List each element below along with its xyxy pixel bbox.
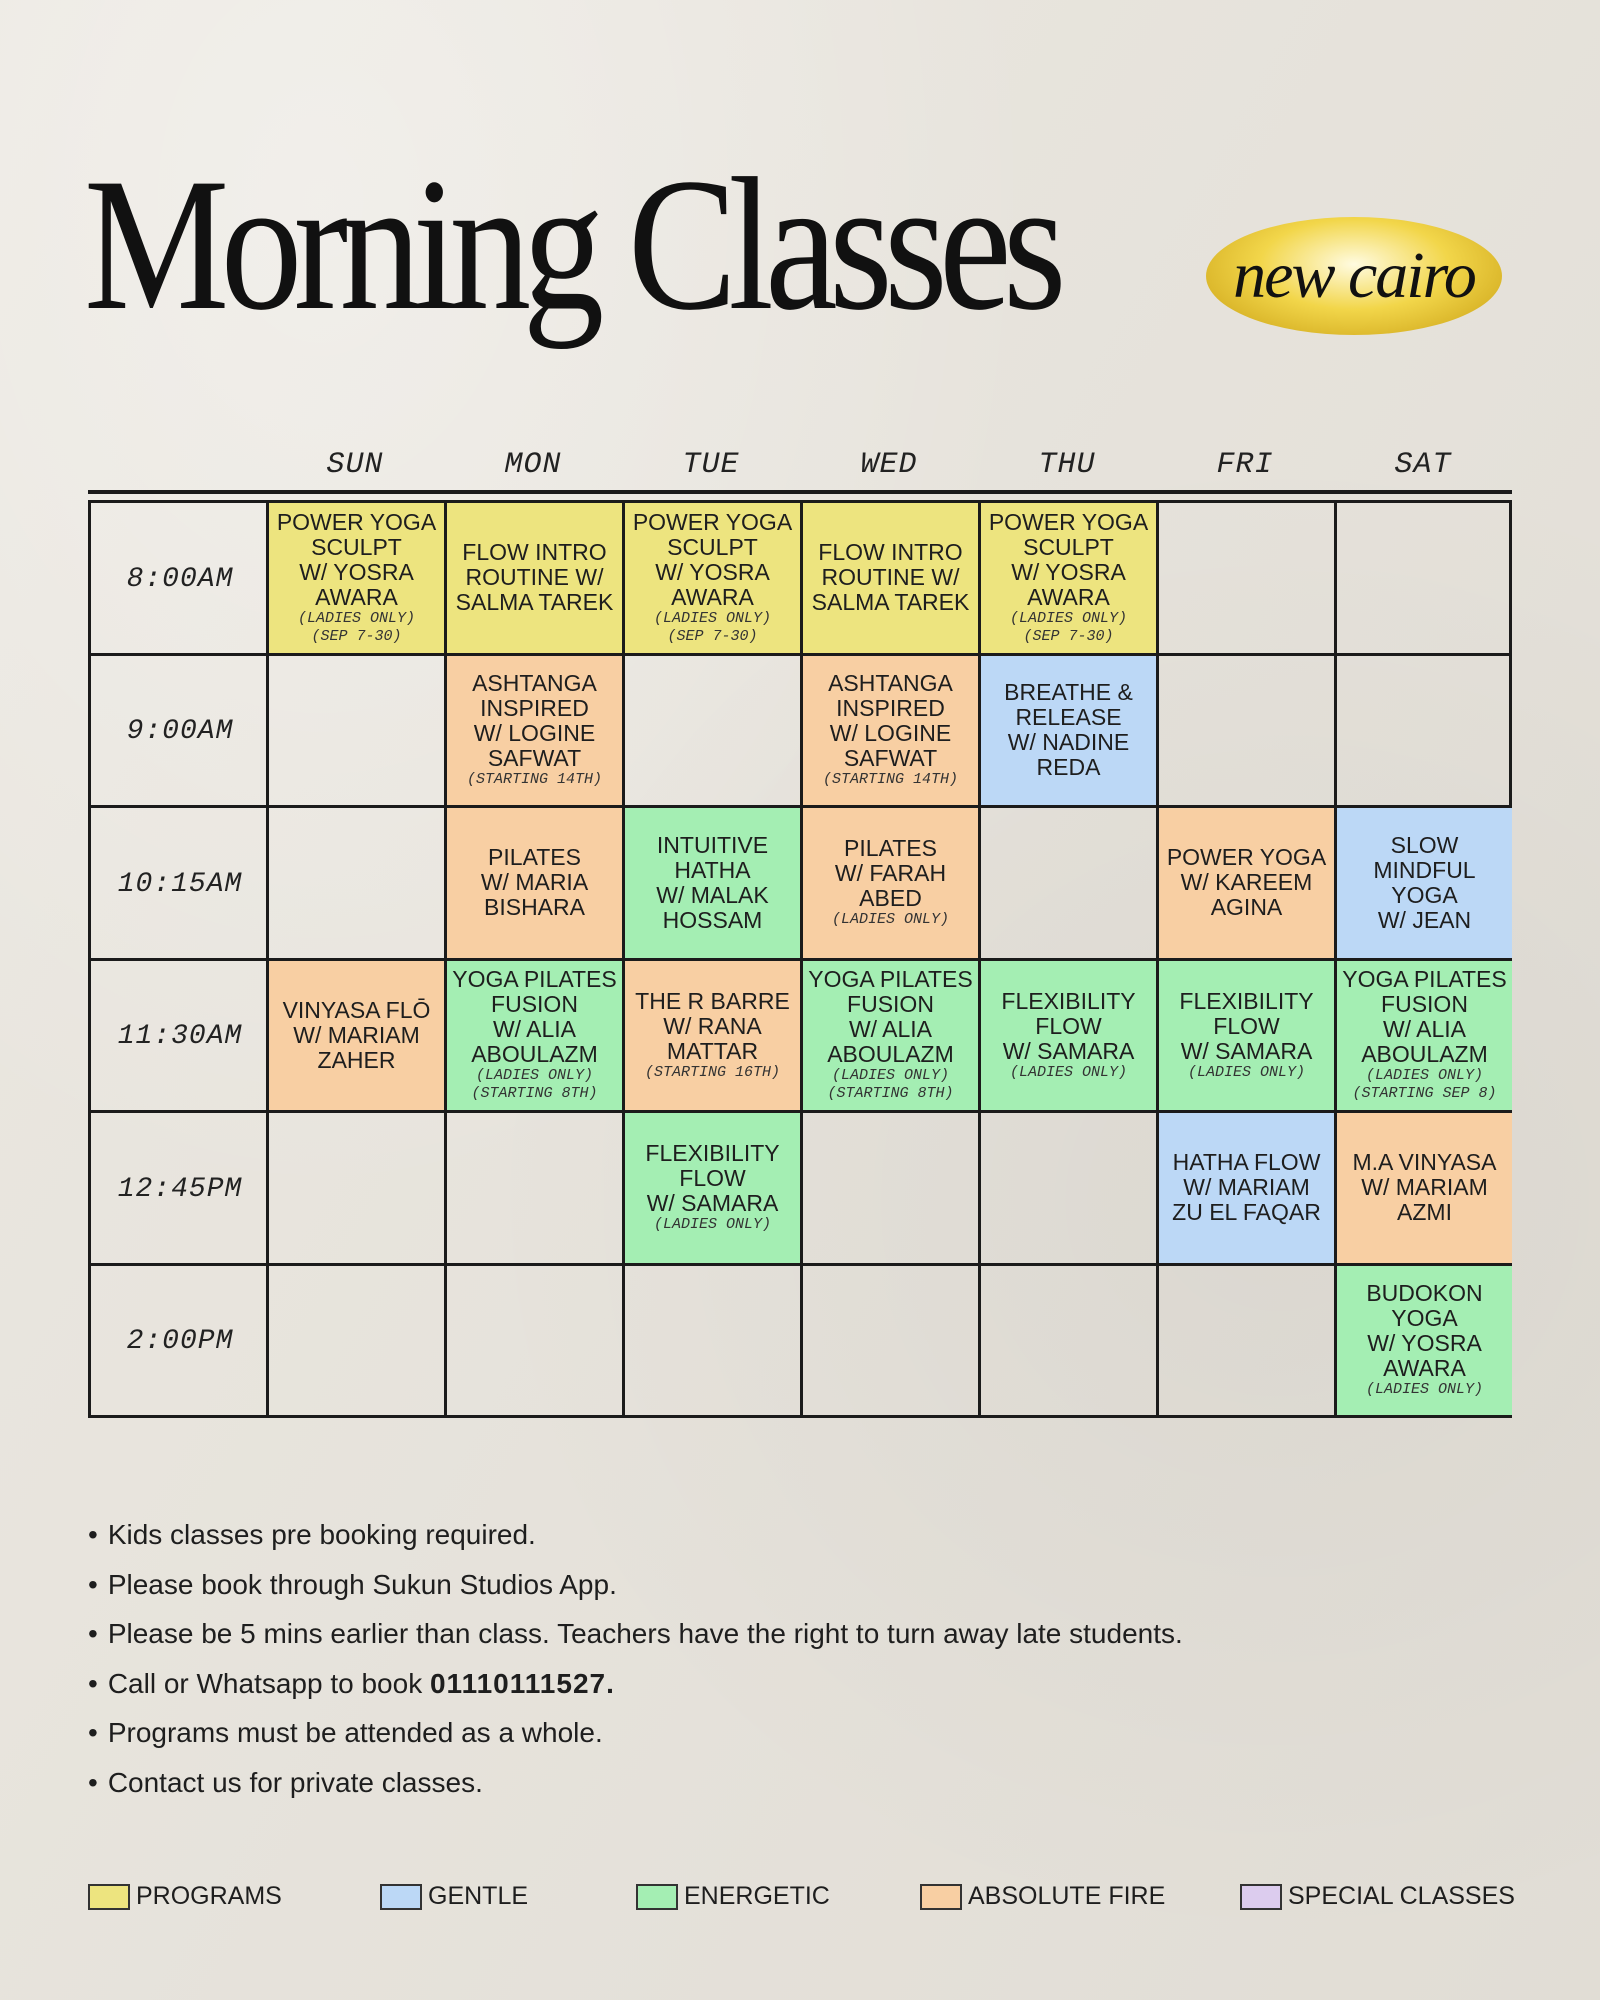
note-item	[88, 1758, 1508, 1808]
class-cell	[625, 808, 800, 958]
legend-item-special	[1240, 1882, 1515, 1911]
time-label: 11:30AM	[117, 1021, 243, 1052]
class-cell	[447, 961, 622, 1111]
location-badge: new cairo	[1206, 217, 1502, 335]
day-label-tue: TUE	[682, 448, 740, 482]
note-item	[88, 1560, 1508, 1610]
class-cell	[269, 503, 444, 653]
class-cell	[447, 656, 622, 806]
time-label: 10:15AM	[117, 868, 243, 900]
legend-swatch	[88, 1884, 130, 1910]
bullet-icon: •	[88, 1519, 98, 1550]
class-cell	[803, 808, 978, 958]
class-cell	[625, 1113, 800, 1263]
page-title: Morning Classes	[84, 140, 1058, 350]
class-note: (LADIES ONLY)	[1009, 1063, 1128, 1081]
bullet-icon: •	[88, 1766, 98, 1798]
class-name: FLEXIBILITY FLOW W/ SAMARA	[645, 1140, 780, 1217]
legend-swatch	[920, 1884, 962, 1910]
class-note: (LADIES ONLY) (STARTING 8TH)	[471, 1067, 598, 1103]
class-note: (LADIES ONLY) (STARTING 8TH)	[827, 1067, 954, 1103]
note-item	[88, 1708, 1508, 1758]
bullet-icon: •	[88, 1568, 98, 1600]
class-cell	[1159, 808, 1334, 958]
bullet-icon: •	[88, 1717, 98, 1748]
class-note: (LADIES ONLY) (SEP 7-30)	[1009, 609, 1128, 645]
class-name: ASHTANGA INSPIRED W/ LOGINE SAFWAT	[472, 670, 597, 772]
legend-item-programs	[88, 1882, 282, 1911]
header-rule	[88, 490, 1512, 494]
class-name: FLEXIBILITY FLOW W/ SAMARA	[1179, 987, 1314, 1064]
class-name: SLOW MINDFUL YOGA W/ JEAN	[1373, 831, 1476, 933]
class-name: PILATES W/ FARAH ABED	[834, 835, 947, 912]
note-text: Please book through Sukun Studios App.	[107, 1568, 617, 1600]
class-note: (LADIES ONLY) (SEP 7-30)	[653, 609, 772, 645]
class-name: POWER YOGA W/ KAREEM AGINA	[1166, 844, 1327, 921]
class-note: (LADIES ONLY)	[653, 1216, 772, 1234]
class-note: (LADIES ONLY)	[1187, 1063, 1306, 1081]
note-text: Kids classes pre booking required.	[107, 1519, 536, 1550]
class-name: FLOW INTRO ROUTINE W/ SALMA TAREK	[455, 539, 614, 616]
time-label: 12:45PM	[117, 1173, 243, 1205]
class-name: VINYASA FLŌ W/ MARIAM ZAHER	[282, 996, 431, 1073]
day-label-wed: WED	[860, 448, 918, 482]
note-item	[88, 1510, 1508, 1560]
time-label: 9:00AM	[126, 716, 234, 747]
class-cell	[269, 961, 444, 1111]
class-cell	[981, 656, 1156, 806]
note-text: Please be 5 mins earlier than class. Teachers have the right to turn away late students.	[107, 1618, 1183, 1649]
class-name: POWER YOGA SCULPT W/ YOSRA AWARA	[276, 508, 437, 610]
class-name: PILATES W/ MARIA BISHARA	[480, 844, 589, 921]
note-item	[88, 1609, 1508, 1659]
class-name: FLEXIBILITY FLOW W/ SAMARA	[1001, 987, 1136, 1064]
class-name: YOGA PILATES FUSION W/ ALIA ABOULAZM	[452, 966, 617, 1068]
class-note: (LADIES ONLY) (SEP 7-30)	[297, 609, 416, 645]
grid-row-line	[91, 653, 1509, 656]
class-name: YOGA PILATES FUSION W/ ALIA ABOULAZM	[1342, 966, 1507, 1068]
class-note: (STARTING 16TH)	[644, 1063, 781, 1081]
legend-label: PROGRAMS	[136, 1882, 282, 1910]
class-name: FLOW INTRO ROUTINE W/ SALMA TAREK	[811, 539, 970, 616]
schedule-grid	[88, 500, 1512, 1418]
class-cell	[981, 503, 1156, 653]
grid-row-line	[91, 1263, 1509, 1266]
note-item	[88, 1659, 1508, 1709]
class-name: YOGA PILATES FUSION W/ ALIA ABOULAZM	[808, 966, 973, 1068]
bullet-icon: •	[88, 1618, 98, 1649]
legend-label: SPECIAL CLASSES	[1288, 1882, 1515, 1910]
day-label-sat: SAT	[1394, 448, 1452, 482]
class-name: HATHA FLOW W/ MARIAM ZU EL FAQAR	[1172, 1149, 1321, 1226]
notes-list	[88, 1510, 1508, 1807]
class-name: ASHTANGA INSPIRED W/ LOGINE SAFWAT	[828, 670, 953, 772]
legend-swatch	[1240, 1884, 1282, 1910]
note-text: Programs must be attended as a whole.	[107, 1717, 603, 1748]
class-note: (STARTING 14TH)	[822, 771, 959, 789]
class-cell	[1337, 1113, 1512, 1263]
class-cell	[447, 808, 622, 958]
class-cell	[1159, 961, 1334, 1111]
day-label-sun: SUN	[326, 448, 384, 482]
class-note: (STARTING 14TH)	[466, 771, 603, 789]
legend-swatch	[380, 1884, 422, 1910]
day-label-thu: THU	[1038, 448, 1096, 482]
legend-label: ABSOLUTE FIRE	[968, 1882, 1166, 1910]
class-note: (LADIES ONLY)	[831, 911, 950, 929]
class-name: THE R BARRE W/ RANA MATTAR	[635, 987, 790, 1064]
time-label: 8:00AM	[126, 563, 234, 595]
legend-label: GENTLE	[428, 1882, 529, 1910]
legend-label: ENERGETIC	[684, 1882, 830, 1910]
day-header-row	[88, 448, 1512, 488]
class-cell	[803, 656, 978, 806]
class-cell	[803, 961, 978, 1111]
legend-swatch	[636, 1884, 678, 1910]
time-label: 2:00PM	[126, 1326, 234, 1357]
legend-item-gentle	[380, 1882, 528, 1911]
class-cell	[447, 503, 622, 653]
class-name: BREATHE & RELEASE W/ NADINE REDA	[1004, 679, 1133, 781]
class-name: POWER YOGA SCULPT W/ YOSRA AWARA	[632, 508, 793, 610]
note-text: Call or Whatsapp to book	[107, 1667, 430, 1699]
class-cell	[625, 961, 800, 1111]
day-label-mon: MON	[504, 448, 562, 482]
class-cell	[803, 503, 978, 653]
bullet-icon: •	[88, 1667, 98, 1699]
note-text: Contact us for private classes.	[107, 1766, 483, 1798]
day-label-fri: FRI	[1216, 448, 1274, 482]
class-note: (LADIES ONLY)	[1365, 1381, 1484, 1399]
legend-item-energetic	[636, 1882, 830, 1911]
class-name: M.A VINYASA W/ MARIAM AZMI	[1352, 1149, 1497, 1226]
class-name: POWER YOGA SCULPT W/ YOSRA AWARA	[988, 508, 1149, 610]
class-cell	[1337, 808, 1512, 958]
class-name: BUDOKON YOGA W/ YOSRA AWARA	[1366, 1280, 1483, 1382]
class-cell	[981, 961, 1156, 1111]
class-cell	[625, 503, 800, 653]
class-cell	[1159, 1113, 1334, 1263]
phone-number: 01110111527.	[429, 1667, 615, 1699]
category-legend	[88, 1882, 1518, 1918]
class-name: INTUITIVE HATHA W/ MALAK HOSSAM	[656, 831, 769, 933]
class-note: (LADIES ONLY) (STARTING SEP 8)	[1352, 1067, 1497, 1103]
legend-item-absolute-fire	[920, 1882, 1165, 1911]
class-cell	[1337, 1266, 1512, 1416]
class-cell	[1337, 961, 1512, 1111]
